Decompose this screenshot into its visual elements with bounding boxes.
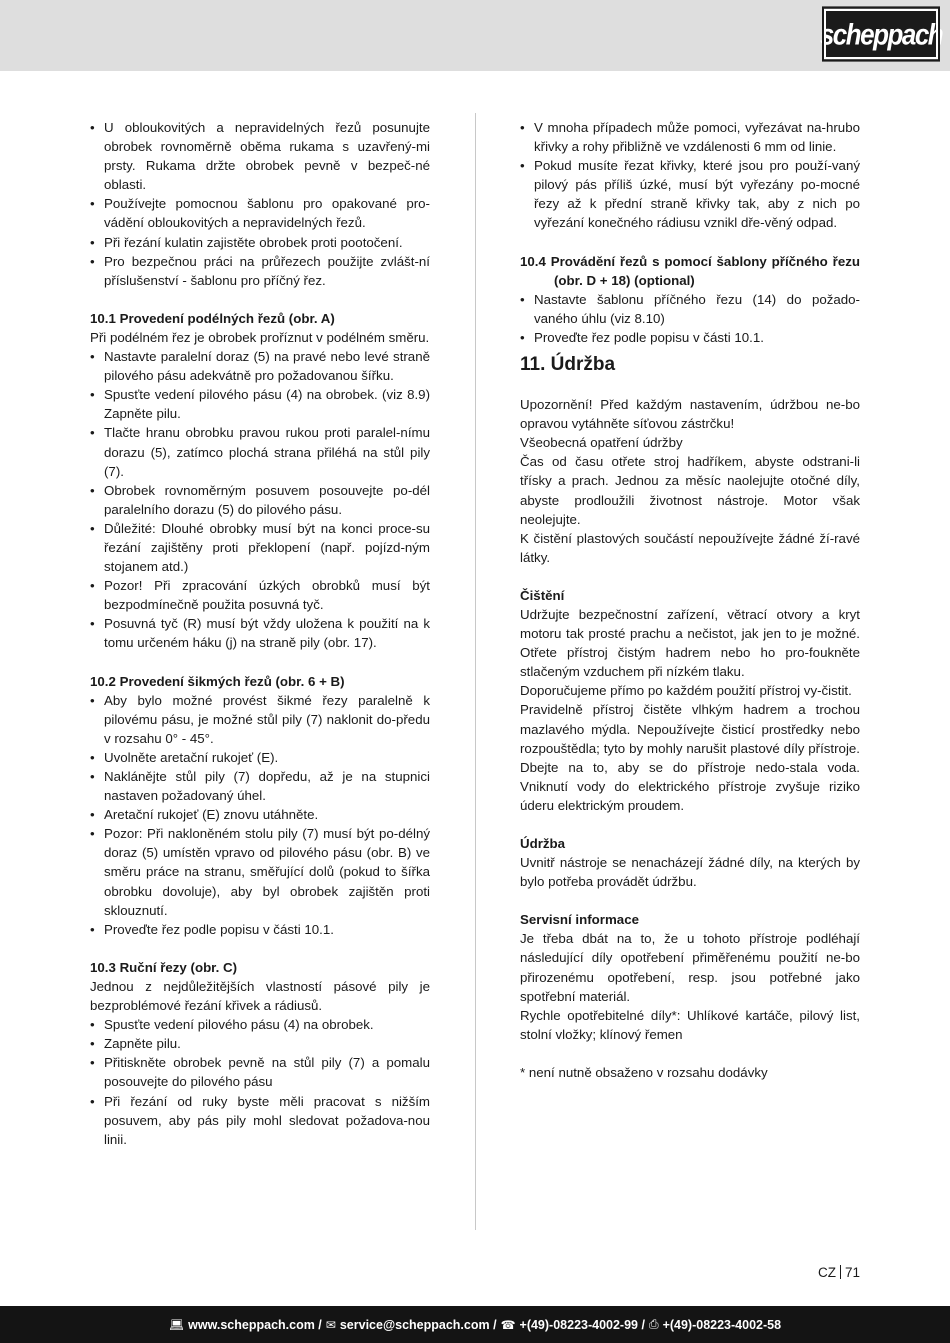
- intro-bullet-list: [90, 118, 430, 290]
- list-item: • Přitiskněte obrobek pevně na stůl pily (7) a pomalu posouvejte do pilového pásu: [90, 1053, 430, 1091]
- paragraph: Uvnitř nástroje se nenacházejí žádné díly, na kterých by bylo potřeba provádět údržbu.: [520, 855, 860, 890]
- list-item: • Používejte pomocnou šablonu pro opakované pro-vádění obloukovitých a nepravidelných řezů.: [90, 194, 430, 232]
- section-heading-10-3: 10.3 Ruční řezy (obr. C): [90, 959, 238, 975]
- paragraph: Rychle opotřebitelné díly*: Uhlíkové kartáče, pilový list, stolní vložky; klínový řemen: [520, 1007, 860, 1042]
- list-item: • Nastavte šablonu příčného řezu (14) do požado-vaného úhlu (viz 8.10): [520, 290, 860, 328]
- left-column: [90, 118, 430, 1149]
- paragraph: Čas od času otřete stroj hadříkem, abyste odstrani-li třísky a prach. Jednou za měsíc naolejujte otočné díly, abyste prodloužili životnost nástroje. Motor však neolejujte.: [520, 454, 860, 527]
- list-item: • Tlačte hranu obrobku pravou rukou proti paralel-nímu dorazu (5), zatímco plochá strana přiléhá na stůl pily (7).: [90, 423, 430, 480]
- list-item: • Pozor! Při zpracování úzkých obrobků musí být bezpodmínečně použita posuvná tyč.: [90, 576, 430, 614]
- page-number-separator: [840, 1265, 841, 1279]
- list-item: • Posuvná tyč (R) musí být vždy uložena k použití na k tomu určeném háku (j) na straně pily (obr. 17).: [90, 614, 430, 652]
- list-item: • Zapněte pilu.: [90, 1034, 430, 1053]
- mail-icon: ✉︎: [325, 1317, 336, 1332]
- section-heading-10-4: 10.4 Provádění řezů s pomocí šablony příčného řezu (obr. D + 18) (optional): [520, 253, 860, 288]
- paragraph: K čistění plastových součástí nepoužívejte žádné ží-ravé látky.: [520, 530, 860, 565]
- footer-email[interactable]: service@scheppach.com /: [339, 1317, 497, 1332]
- section-heading-10-1: 10.1 Provedení podélných řezů (obr. A): [90, 310, 335, 326]
- list-item: • Spusťte vedení pilového pásu (4) na obrobek. (viz 8.9) Zapněte pilu.: [90, 385, 430, 423]
- computer-icon: 💻︎: [168, 1317, 185, 1332]
- scheppach-logo: scheppach: [824, 9, 938, 60]
- list-item: • Pokud musíte řezat křivky, které jsou pro použí-vaný pilový pás příliš úzké, musí být vyřezány po-mocné řezy až k přední straně křivky tak, aby z nich po vyřezání konečného rádiusu vznikl dře-věný odpad.: [520, 156, 860, 232]
- paragraph: Doporučujeme přímo po každém použití přístroj vy-čistit.: [520, 683, 852, 699]
- bullet-list: [90, 347, 430, 653]
- list-item: • Při řezání od ruky byste měli pracovat s nižším posuvem, aby pás pily mohl sledovat požadova-nou linii.: [90, 1092, 430, 1149]
- header-bar: [0, 0, 950, 71]
- list-item: • Pro bezpečnou práci na průřezech použijte zvlášt-ní příslušenství - šablonu pro příčný řez.: [90, 252, 430, 290]
- list-item: • Uvolněte aretační rukojeť (E).: [90, 748, 430, 767]
- footer-bar: [0, 1306, 950, 1343]
- list-item: • Při řezání kulatin zajistěte obrobek proti pootočení.: [90, 233, 430, 252]
- paragraph: Při podélném řez je obrobek proříznut v podélném směru.: [90, 329, 430, 345]
- list-item: • U obloukovitých a nepravidelných řezů posunujte obrobek rovnoměrně oběma rukama s uzavřený-mi prsty. Rukama držte obrobek pevně v bezpeč-né oblasti.: [90, 118, 430, 194]
- bullet-list: [520, 290, 860, 347]
- list-item: • Proveďte řez podle popisu v části 10.1.: [90, 920, 430, 939]
- column-divider: [475, 113, 476, 1230]
- chapter-heading-11: 11. Údržba: [520, 354, 616, 376]
- paragraph: Upozornění! Před každým nastavením, údržbou ne-bo opravou vytáhněte síťovou zástrčku!: [520, 397, 860, 432]
- subheading-cisteni: Čištění: [520, 587, 565, 603]
- section-heading-10-2: 10.2 Provedení šikmých řezů (obr. 6 + B): [90, 673, 345, 689]
- list-item: • V mnoha případech může pomoci, vyřezávat na-hrubo křivky a rohy přibližně ve vzdálenosti 6 mm od linie.: [520, 118, 860, 156]
- subheading-udrzba: Údržba: [520, 836, 566, 851]
- subheading-servis: Servisní informace: [520, 912, 639, 928]
- page-number-value: 71: [844, 1265, 860, 1280]
- list-item: • Důležité: Dlouhé obrobky musí být na konci proce-su řezání zajištěny proti překlopení (např. pojízd-ným stojanem atd.): [90, 519, 430, 576]
- paragraph: Pravidelně přístroj čistěte vlhkým hadrem a trochou mazlavého mýdla. Nepoužívejte čisticí prostředky nebo rozpouštědla; tyto by mohly narušit plastové díly přístroje. Dbejte na to, aby se do přístroje nedo-stala voda. Vniknutí vody do elektrického přístroje zvyšuje riziko úderu elektrickým proudem.: [520, 702, 860, 813]
- right-column: [520, 118, 860, 1082]
- footer-phone: +(49)-08223-4002-99 /: [519, 1317, 645, 1332]
- footnote: * není nutně obsaženo v rozsahu dodávky: [520, 1064, 768, 1080]
- list-item: • Spusťte vedení pilového pásu (4) na obrobek.: [90, 1015, 430, 1034]
- paragraph: Jednou z nejdůležitějších vlastností pásové pily je bezproblémové řezání křivek a rádiusů.: [90, 978, 430, 1014]
- list-item: • Proveďte řez podle popisu v části 10.1.: [520, 328, 860, 347]
- bullet-list: [90, 691, 430, 939]
- list-item: • Obrobek rovnoměrným posuvem posouvejte po-dél paralelního dorazu (5) do pilového pásu.: [90, 481, 430, 519]
- footer-website[interactable]: www.scheppach.com /: [188, 1317, 322, 1332]
- list-item: • Nastavte paralelní doraz (5) na pravé nebo levé straně pilového pásu adekvátně pro požadovanou šířku.: [90, 347, 430, 385]
- paragraph: Udržujte bezpečnostní zařízení, větrací otvory a kryt motoru tak prosté prachu a nečistot, jak jen to je možné. Otřete přístroj čistým hadrem nebo ho pro-foukněte stlačeným vzduchem při nízkém tlaku.: [520, 606, 860, 680]
- language-code: CZ: [817, 1265, 836, 1280]
- paragraph: Všeobecná opatření údržby: [520, 435, 683, 451]
- list-item: • Pozor: Při nakloněném stolu pily (7) musí být po-délný doraz (5) umístěn vpravo od pilového pásu (obr. B) ve směru práce na stranu, směřující dolů (pokud to šířka obrobku dovoluje), aby byl obrobek zajištěn proti sklouznutí.: [90, 824, 430, 919]
- footer-fax: +(49)-08223-4002-58: [662, 1317, 782, 1332]
- list-item: • Naklánějte stůl pily (7) dopředu, až je na stupnici nastaven požadovaný úhel.: [90, 767, 430, 805]
- bullet-list: [90, 1015, 430, 1149]
- fax-icon: ⎙: [648, 1317, 659, 1331]
- list-item: • Aretační rukojeť (E) znovu utáhněte.: [90, 805, 430, 824]
- intro-bullet-list: [520, 118, 860, 233]
- list-item: • Aby bylo možné provést šikmé řezy paralelně k pilovému pásu, je možné stůl pily (7) naklonit do-předu v rozsahu 0° - 45°.: [90, 691, 430, 748]
- paragraph: Je třeba dbát na to, že u tohoto přístroje podléhají následující díly opotřebení přiměřenému použití ne-bo přirozenému opotřebení, resp. jsou potřebné jako spotřební materiál.: [520, 931, 860, 1004]
- page-number: [818, 1265, 860, 1280]
- phone-icon: ☎︎: [500, 1317, 516, 1332]
